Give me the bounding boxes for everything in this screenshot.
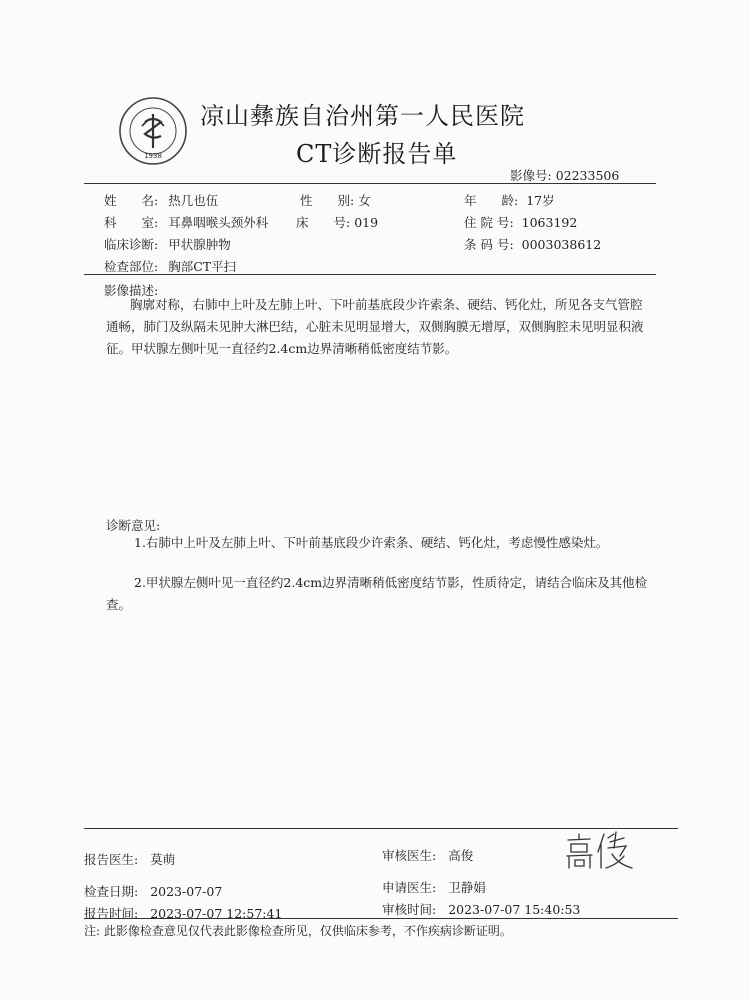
clinical-diagnosis: 甲状腺肿物: [168, 237, 231, 252]
image-number-value: 02233506: [555, 168, 620, 183]
image-number-label: 影像号:: [510, 168, 552, 183]
review-doctor-label: 审核医生:: [382, 848, 437, 863]
exam-date: 2023-07-07: [150, 884, 223, 899]
patient-name-row: [104, 191, 218, 209]
exam-part-field: [104, 257, 236, 275]
age-field: [464, 191, 555, 209]
report-time-field: [84, 904, 282, 922]
footer-bottom-rule: [84, 918, 678, 919]
review-time-field: [382, 900, 580, 918]
diagnosis-item-1: 1.右肺中上叶及左肺上叶、下叶前基底段少许索条、硬结、钙化灶，考虑慢性感染灶。: [134, 535, 609, 550]
report-doctor-label: 报告医生:: [84, 852, 139, 867]
request-doctor-field: [382, 878, 486, 896]
review-doctor-signature: [560, 830, 640, 872]
barcode-label: 条 码 号:: [464, 237, 514, 252]
department-field: [104, 213, 268, 231]
gender-field: [300, 191, 371, 209]
gender-label: 性 别:: [300, 193, 355, 208]
patient-age: 17岁: [526, 193, 555, 208]
review-time: 2023-07-07 15:40:53: [448, 902, 581, 917]
admission-field: [464, 213, 577, 231]
barcode-number: 0003038612: [521, 237, 602, 252]
report-doctor-field: [84, 850, 175, 868]
bed-field: [296, 213, 378, 231]
exam-date-label: 检查日期:: [84, 884, 139, 899]
report-title: CT诊断报告单: [296, 140, 458, 168]
hospital-seal-logo: [118, 96, 188, 166]
age-label: 年 龄:: [464, 193, 519, 208]
footer-top-rule: [84, 828, 678, 829]
disclaimer-note: 注: 此影像检查意见仅代表此影像检查所见，仅供临床参考，不作疾病诊断证明。: [84, 924, 512, 938]
findings-label: 影像描述:: [104, 283, 159, 298]
department-label: 科 室:: [104, 215, 159, 230]
clinical-diagnosis-label: 临床诊断:: [104, 237, 159, 252]
request-doctor-label: 申请医生:: [382, 880, 437, 895]
diagnosis-label: 诊断意见:: [106, 518, 161, 533]
review-doctor: 高俊: [448, 848, 474, 863]
exam-part: 胸部CT平扫: [168, 259, 237, 274]
name-label: 姓 名:: [104, 193, 159, 208]
review-time-label: 审核时间:: [382, 902, 437, 917]
svg-text:1938: 1938: [144, 152, 162, 160]
bed-label: 床 号:: [296, 215, 351, 230]
request-doctor: 卫静娟: [448, 880, 486, 895]
patient-name: 热几也伍: [168, 193, 219, 208]
diagnosis-item-2: 2.甲状腺左侧叶见一直径约2.4cm边界清晰稍低密度结节影，性质待定，请结合临床及其他检查。: [106, 575, 648, 612]
clinical-diagnosis-field: [104, 235, 231, 253]
report-time-label: 报告时间:: [84, 906, 139, 921]
findings-text: 胸廓对称，右肺中上叶及左肺上叶、下叶前基底段少许索条、硬结、钙化灶，所见各支气管腔通畅，肺门及纵隔未见肿大淋巴结，心脏未见明显增大，双侧胸膜无增厚，双侧胸腔未见明显积液征。甲状腺左侧叶见一直径约2.4cm边界清晰稍低密度结节影。: [106, 297, 644, 356]
patient-department: 耳鼻咽喉头颈外科: [168, 215, 269, 230]
admission-number: 1063192: [521, 215, 578, 230]
hospital-name: 凉山彝族自治州第一人民医院: [200, 102, 525, 130]
patient-gender: 女: [358, 193, 371, 208]
admission-label: 住 院 号:: [464, 215, 514, 230]
review-doctor-field: [382, 846, 473, 864]
report-doctor: 莫萌: [150, 852, 176, 867]
patient-bed: 019: [354, 215, 379, 230]
exam-date-field: [84, 882, 222, 900]
info-bottom-rule: [84, 274, 656, 275]
exam-part-label: 检查部位:: [104, 259, 159, 274]
barcode-field: [464, 235, 601, 253]
image-number: [510, 166, 619, 184]
report-time: 2023-07-07 12:57:41: [150, 906, 283, 921]
header-top-rule: [84, 183, 656, 184]
